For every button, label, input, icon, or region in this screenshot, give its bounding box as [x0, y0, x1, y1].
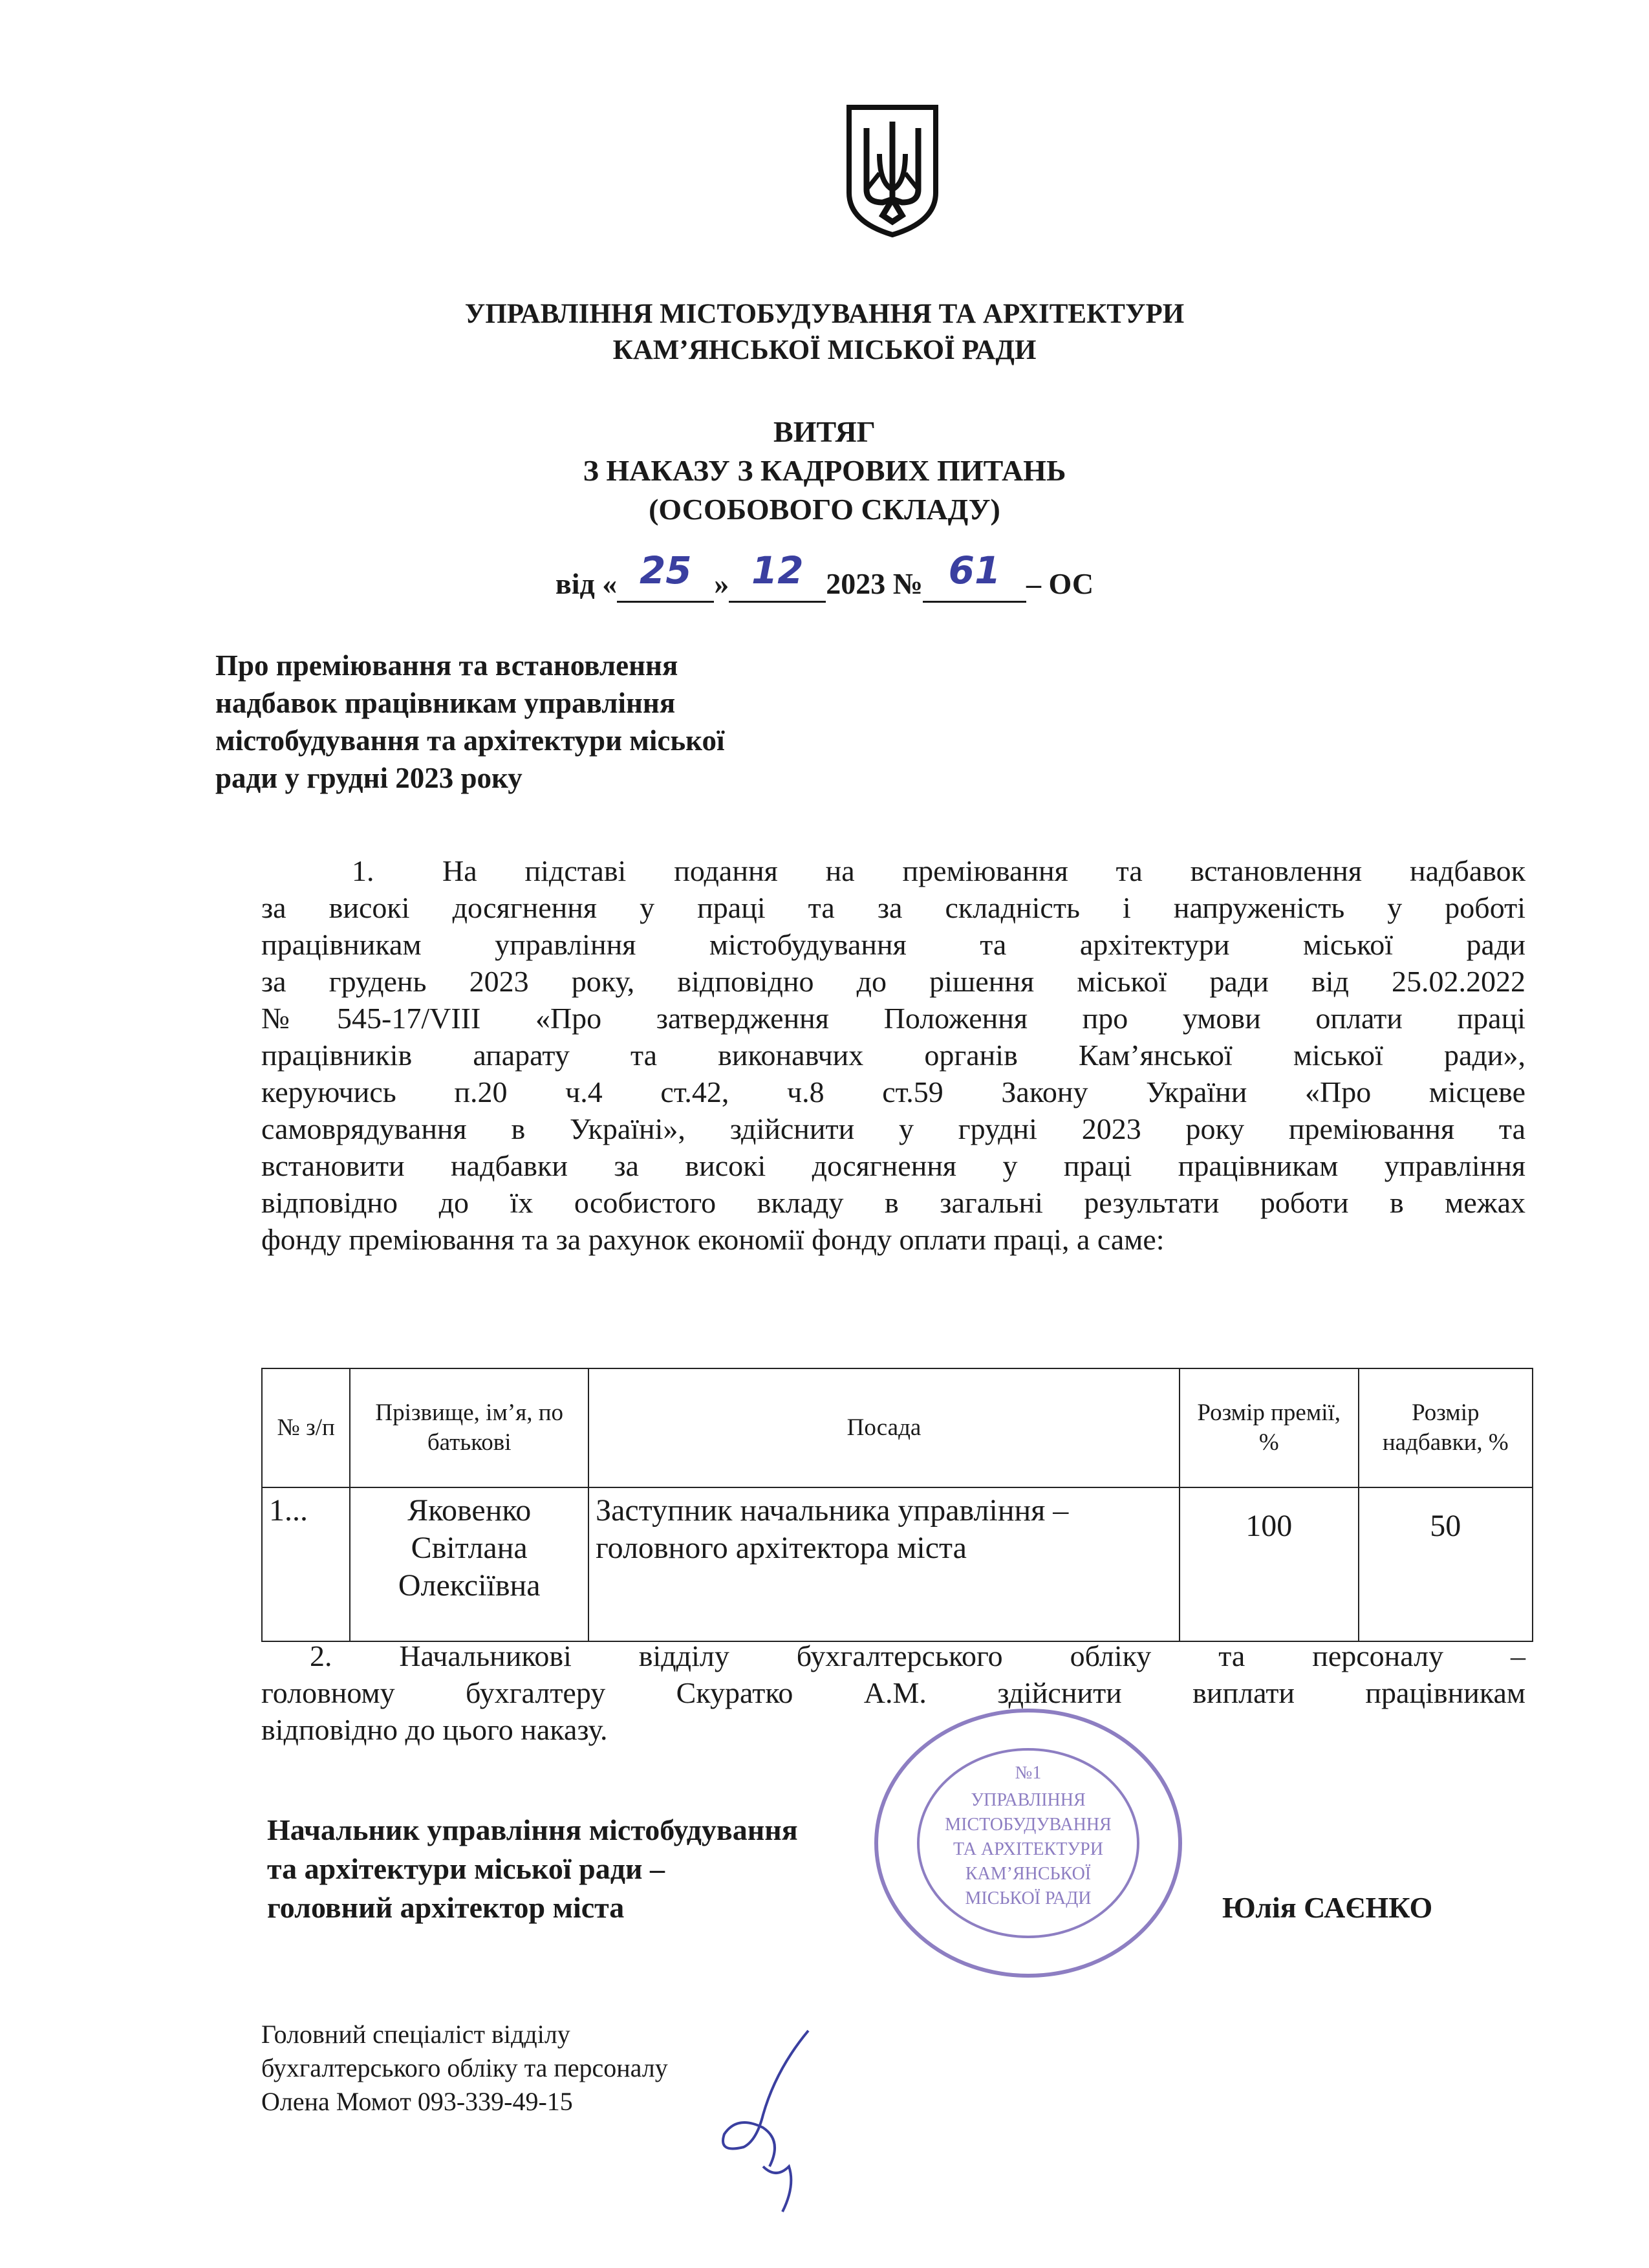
title-line2: З НАКАЗУ З КАДРОВИХ ПИТАНЬ [583, 454, 1066, 487]
paragraph-line: працівників апарату та виконавчих органів Кам’янської міської ради», [261, 1039, 1525, 1072]
signature-title-line: та архітектури міської ради – [267, 1852, 665, 1885]
paragraph-text: На підставі подання на преміювання та встановлення надбавок [442, 854, 1525, 887]
bonus-table [261, 1368, 1533, 1642]
footer-line: Олена Момот 093-339-49-15 [261, 2087, 573, 2116]
handwritten-day: 25 [639, 548, 692, 592]
cell-num: 1... [262, 1487, 350, 1641]
org-name [0, 296, 1649, 369]
subject-line: надбавок працівникам управління [215, 687, 676, 719]
handwritten-number: 61 [948, 548, 1001, 592]
footer-contact [261, 2018, 668, 2119]
stamp-text: №1 [1015, 1763, 1042, 1783]
subject-line: Про преміювання та встановлення [215, 649, 678, 682]
paragraph-line: за грудень 2023 року, відповідно до рішення міської ради від 25.02.2022 [261, 965, 1525, 998]
subject-line: містобудування та архітектури міської [215, 724, 725, 757]
header-allowance: Розмір надбавки, % [1359, 1368, 1533, 1487]
subject-line: ради у грудні 2023 року [215, 762, 523, 794]
paragraph-line: відповідно до їх особистого вкладу в загальні результати роботи в межах [261, 1186, 1525, 1219]
paragraph-line: відповідно до цього наказу. [261, 1713, 608, 1746]
date-year: 2023 № [826, 567, 923, 600]
footer-line: бухгалтерського обліку та персоналу [261, 2053, 668, 2082]
paragraph-1 [261, 852, 1525, 1258]
paragraph-line: фонду преміювання та за рахунок економії фонду оплати праці, а саме: [261, 1223, 1165, 1256]
header-position: Посада [588, 1368, 1180, 1487]
title-line3: (ОСОБОВОГО СКЛАДУ) [649, 493, 1000, 526]
footer-line: Головний спеціаліст відділу [261, 2020, 570, 2049]
signature-title-line: головний архітектор міста [267, 1891, 625, 1924]
cell-bonus: 100 [1180, 1487, 1359, 1641]
org-name-line2: КАМ’ЯНСЬКОЇ МІСЬКОЇ РАДИ [612, 335, 1037, 365]
signatory-name: Юлія САЄНКО [1222, 1891, 1433, 1924]
date-number-line [0, 548, 1649, 605]
stamp-text: МІСТОБУДУВАННЯ [945, 1815, 1112, 1835]
paragraph-line: встановити надбавки за високі досягнення у праці працівникам управління [261, 1149, 1525, 1182]
order-suffix: – ОС [1026, 567, 1094, 600]
paragraph-line: головному бухгалтеру Скуратко А.М. здійснити виплати працівникам [261, 1676, 1525, 1709]
header-bonus: Розмір премії, % [1180, 1368, 1359, 1487]
handwritten-month: 12 [751, 548, 804, 592]
table-row [262, 1487, 1533, 1641]
stamp-text: КАМ’ЯНСЬКОЇ [965, 1864, 1092, 1884]
paragraph-line: №545-17/VIII «Про затвердження Положення про умови оплати праці [261, 1002, 1525, 1035]
paragraph-line: за високі досягнення у праці та за складність і напруженість у роботі [261, 891, 1525, 924]
org-name-line1: УПРАВЛІННЯ МІСТОБУДУВАННЯ ТА АРХІТЕКТУРИ [464, 299, 1185, 329]
cell-position: Заступник начальника управління – головного архітектора міста [588, 1487, 1180, 1641]
stamp-text: УПРАВЛІННЯ [971, 1790, 1086, 1810]
table-header-row [262, 1368, 1533, 1487]
header-name: Прізвище, ім’я, по батькові [350, 1368, 588, 1487]
handwritten-signature [679, 2018, 847, 2225]
paragraph-number: 1. [352, 854, 374, 887]
paragraph-line: працівникам управління містобудування та архітектури міської ради [261, 928, 1525, 961]
signature-title-line: Начальник управління містобудування [267, 1813, 798, 1846]
paragraph-line: самоврядування в Україні», здійснити у грудні 2023 року преміювання та [261, 1112, 1525, 1145]
paragraph-line: керуючись п.20 ч.4 ст.42, ч.8 ст.59 Закону України «Про місцеве [261, 1075, 1525, 1108]
cell-name: Яковенко Світлана Олексіївна [350, 1487, 588, 1641]
stamp-text: МІСЬКОЇ РАДИ [965, 1888, 1092, 1908]
cell-allowance: 50 [1359, 1487, 1533, 1641]
paragraph-line: 2. Начальникові відділу бухгалтерського обліку та персоналу – [310, 1639, 1525, 1672]
paragraph-line [261, 852, 1525, 889]
document-title [0, 413, 1649, 529]
signature-block [267, 1811, 798, 1927]
coat-of-arms-icon [844, 102, 941, 238]
header-num: № з/п [262, 1368, 350, 1487]
date-mid: » [714, 567, 729, 600]
stamp-text: ТА АРХІТЕКТУРИ [953, 1839, 1103, 1859]
date-prefix: від « [555, 567, 618, 600]
order-subject [215, 647, 927, 797]
title-line1: ВИТЯГ [773, 415, 876, 448]
official-stamp [867, 1701, 1190, 1985]
